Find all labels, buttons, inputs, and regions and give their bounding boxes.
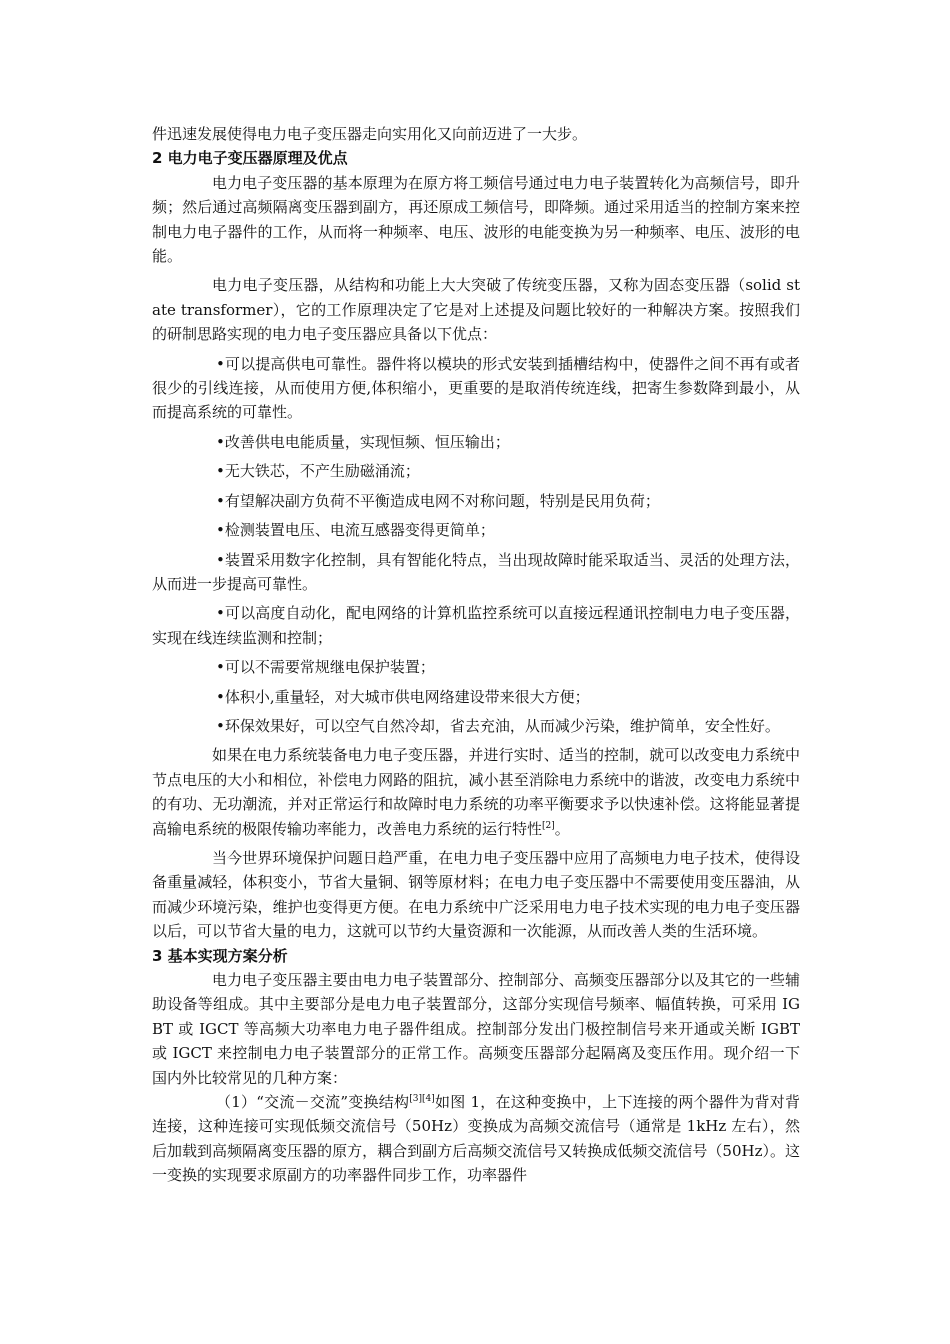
bullet-digital-control: •装置采用数字化控制，具有智能化特点，当出现故障时能采取适当、灵活的处理方法，从而进一步提高可靠性。	[152, 550, 800, 593]
paragraph-ac-ac-lead: （1）“交流－交流”变换结构	[216, 1093, 410, 1112]
bullet-environmental: •环保效果好，可以空气自然冷却，省去充油，从而减少污染，维护简单，安全性好。	[216, 716, 780, 735]
paragraph-ac-ac	[152, 1090, 800, 1188]
paragraph-system-benefits-text: 如果在电力系统装备电力电子变压器，并进行实时、适当的控制，就可以改变电力系统中节点电压的大小和相位，补偿电力网路的阻抗，减小甚至消除电力系统中的谐波，改变电力系统中的有功、无功潮流，并对正常运行和故障时电力系统的功率平衡要求予以快速补偿。这将能显著提高输电系统的极限传输功率能力，改善电力系统的运行特性	[152, 746, 800, 838]
section-heading-2: 2 电力电子变压器原理及优点	[152, 149, 348, 168]
paragraph-continuation: 件迅速发展使得电力电子变压器走向实用化又向前迈进了一大步。	[152, 125, 588, 143]
paragraph-principle: 电力电子变压器的基本原理为在原方将工频信号通过电力电子装置转化为高频信号，即升频；然后通过高频隔离变压器到副方，再还原成工频信号，即降频。通过采用适当的控制方案来控制电力电子器件的工作，从而将一种频率、电压、波形的电能变换为另一种频率、电压、波形的电能。	[152, 173, 800, 266]
bullet-simple-detection: •检测装置电压、电流互感器变得更简单；	[216, 521, 495, 540]
bullet-no-iron-core: •无大铁芯，不产生励磁涌流；	[216, 462, 420, 481]
paragraph-solid-state: 电力电子变压器，从结构和功能上大大突破了传统变压器，又称为固态变压器（solid state transformer），它的工作原理决定了它是对上述提及问题比较好的一种解决方案。按照我们的研制思路实现的电力电子变压器应具备以下优点：	[152, 276, 800, 344]
document-page	[152, 122, 800, 1188]
bullet-no-relay-protection: •可以不需要常规继电保护装置；	[216, 658, 435, 677]
bullet-automation: •可以高度自动化，配电网络的计算机监控系统可以直接远程通讯控制电力电子变压器，实现在线连续监测和控制；	[152, 604, 800, 647]
paragraph-system-benefits	[152, 743, 800, 841]
section-heading-3: 3 基本实现方案分析	[152, 946, 288, 965]
citation-2: [2]	[542, 820, 555, 831]
paragraph-system-benefits-end: 。	[554, 819, 570, 838]
paragraph-ac-ac-body: 如图 1，在这种变换中，上下连接的两个器件为背对背连接，这种连接可实现低频交流信号（50Hz）变换成为高频交流信号（通常是 1kHz 左右），然后加载到高频隔离变压器的原方，耦合到副方后高频交流信号又转换成低频交流信号（50Hz）。这一变换的实现要求原副方的功率器件同步工作，功率器件	[152, 1093, 800, 1185]
bullet-reliability: •可以提高供电可靠性。器件将以模块的形式安装到插槽结构中，使器件之间不再有或者很少的引线连接，从而使用方便,体积缩小，更重要的是取消传统连线，把寄生参数降到最小，从而提高系统的可靠性。	[152, 354, 800, 422]
paragraph-components: 电力电子变压器主要由电力电子装置部分、控制部分、高频变压器部分以及其它的一些辅助设备等组成。其中主要部分是电力电子装置部分，这部分实现信号频率、幅值转换，可采用 IGBT 或 IGCT 等高频大功率电力电子器件组成。控制部分发出门极控制信号来开通或关断 IGBT 或 IGCT 来控制电力电子装置部分的正常工作。高频变压器部分起隔离及变压作用。现介绍一下国内外比较常见的几种方案：	[152, 971, 800, 1087]
bullet-unbalanced-load: •有望解决副方负荷不平衡造成电网不对称问题，特别是民用负荷；	[216, 491, 660, 510]
citation-4: [4]	[421, 1094, 435, 1105]
bullet-small-light: •体积小,重量轻，对大城市供电网络建设带来很大方便；	[216, 687, 590, 706]
citation-3: [3]	[409, 1094, 422, 1105]
bullet-power-quality: •改善供电电能质量，实现恒频、恒压输出；	[216, 432, 510, 451]
paragraph-environment: 当今世界环境保护问题日趋严重，在电力电子变压器中应用了高频电力电子技术，使得设备重量减轻，体积变小，节省大量铜、钢等原材料；在电力电子变压器中不需要使用变压器油，从而减少环境污染，维护也变得更方便。在电力系统中广泛采用电力电子技术实现的电力电子变压器以后，可以节省大量的电力，这就可以节约大量资源和一次能源，从而改善人类的生活环境。	[152, 848, 800, 941]
